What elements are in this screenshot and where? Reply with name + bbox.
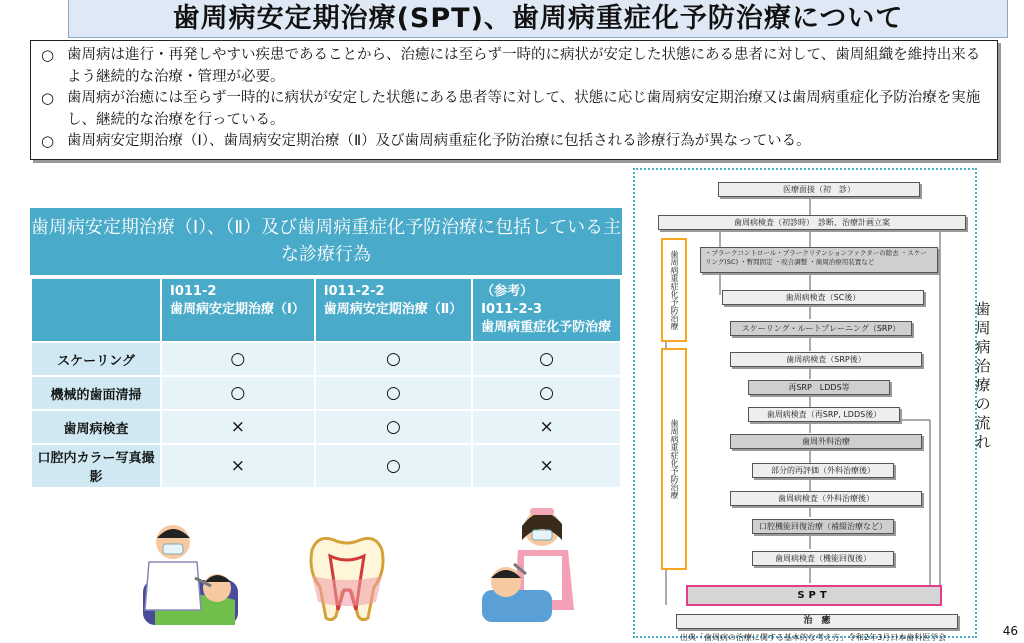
- hygienist-patient-illustration: [478, 500, 578, 625]
- flow-step-partial-reevaluation: 部分的再評価（外科治療後）: [752, 463, 894, 478]
- column-header: [315, 278, 472, 342]
- title-banner: [68, 0, 1008, 38]
- column-header: [472, 278, 621, 342]
- table-row: [31, 410, 621, 444]
- table-cell: ○: [315, 376, 472, 410]
- summary-item: [41, 88, 987, 131]
- column-name: 歯周病重症化予防治療: [481, 320, 612, 335]
- summary-item: [41, 45, 987, 88]
- flow-step-initial-interview: 医療面接（初 診）: [718, 182, 920, 197]
- flow-step-srp: スケーリング・ルートプレーニング（SRP）: [730, 321, 912, 336]
- flow-step-exam-after-re-srp: 歯周病検査（再SRP, LDDS後）: [748, 407, 900, 422]
- row-label: 口腔内カラー写真撮影: [31, 444, 161, 488]
- table-title: 歯周病安定期治療（Ⅰ）、（Ⅱ）及び歯周病重症化予防治療に包括している主な診療行為: [30, 208, 622, 275]
- summary-item: [41, 131, 987, 153]
- table-cell: ○: [472, 376, 621, 410]
- summary-text: 歯周病は進行・再発しやすい疾患であることから、治癒には至らず一時的に病状が安定した状態にある患者に対して、歯周組織を維持出来るよう継続的な治療・管理が必要。: [67, 47, 981, 85]
- row-label: スケーリング: [31, 342, 161, 376]
- page-number: 46: [1002, 624, 1018, 638]
- comparison-panel: [30, 208, 622, 489]
- table-cell: ○: [315, 410, 472, 444]
- column-code: I011-2-2: [323, 284, 385, 299]
- summary-text: 歯周病安定期治療（Ⅰ）、歯周病安定期治療（Ⅱ）及び歯周病重症化予防治療に包括される診療行為が異なっている。: [67, 133, 811, 149]
- flow-step-oral-function-recovery: 口腔機能回復治療（補綴治療など）: [752, 519, 894, 534]
- table-cell: ○: [161, 376, 315, 410]
- flow-step-initial-therapy: ・プラークコントロール・プラークリテンションファクターの除去 ・スケーリング(SC) ・暫間固定 ・咬合調整 ・歯周治療用装置など: [700, 247, 938, 273]
- citation: 出典「歯周病の治療に関する基本的な考え方」令和2年3月日本歯科医学会: [680, 633, 947, 642]
- flow-step-exam-after-recovery: 歯周病検査（機能回復後）: [752, 551, 894, 566]
- flow-side-label: 歯周病治療の流れ: [975, 300, 991, 451]
- dentist-patient-illustration: [135, 510, 245, 630]
- table-row: [31, 342, 621, 376]
- flow-step-periodontal-surgery: 歯周外科治療: [730, 434, 922, 449]
- flow-step-spt: SPT: [686, 585, 942, 606]
- summary-box: [30, 40, 998, 160]
- column-header: [161, 278, 315, 342]
- flow-step-cure: 治 癒: [676, 614, 958, 629]
- summary-text: 歯周病が治癒には至らず一時的に病状が安定した状態にある患者等に対して、状態に応じ歯周病安定期治療又は歯周病重症化予防治療を実施し、継続的な治療を行っている。: [67, 90, 981, 128]
- table-corner-cell: [31, 278, 161, 342]
- table-row: [31, 376, 621, 410]
- table-cell: ×: [161, 410, 315, 444]
- table-cell: ×: [472, 410, 621, 444]
- flow-side-label-lower: 歯周病重症化予防治療: [661, 348, 687, 570]
- row-label: 機械的歯面清掃: [31, 376, 161, 410]
- flow-step-exam-after-srp: 歯周病検査（SRP後）: [730, 352, 922, 367]
- row-label: 歯周病検査: [31, 410, 161, 444]
- flow-side-label-upper: 歯周病重症化予防治療: [661, 238, 687, 342]
- comparison-table: [30, 277, 622, 489]
- table-cell: ○: [161, 342, 315, 376]
- table-cell: ○: [472, 342, 621, 376]
- column-prefix: （参考）: [481, 284, 534, 299]
- page-title: 歯周病安定期治療(SPT)、歯周病重症化予防治療について: [172, 3, 904, 34]
- column-code: I011-2-3: [481, 302, 542, 317]
- column-name: 歯周病安定期治療（Ⅰ）: [170, 302, 305, 317]
- flow-step-exam-after-surgery: 歯周病検査（外科治療後）: [730, 491, 922, 506]
- tooth-illustration: [304, 532, 390, 622]
- column-name: 歯周病安定期治療（Ⅱ）: [323, 302, 463, 317]
- flow-step-initial-exam: 歯周病検査（初診時） 診断、治療計画立案: [658, 215, 966, 230]
- bullet-marker: ○: [41, 89, 55, 107]
- column-code: I011-2: [170, 284, 217, 299]
- flow-step-exam-after-sc: 歯周病検査（SC後）: [722, 290, 924, 305]
- table-cell: ×: [161, 444, 315, 488]
- bullet-marker: ○: [41, 46, 55, 64]
- table-cell: ○: [315, 342, 472, 376]
- bullet-marker: ○: [41, 132, 55, 150]
- table-cell: ×: [472, 444, 621, 488]
- flow-step-re-srp: 再SRP LDDS等: [748, 380, 890, 395]
- table-cell: ○: [315, 444, 472, 488]
- table-row: [31, 444, 621, 488]
